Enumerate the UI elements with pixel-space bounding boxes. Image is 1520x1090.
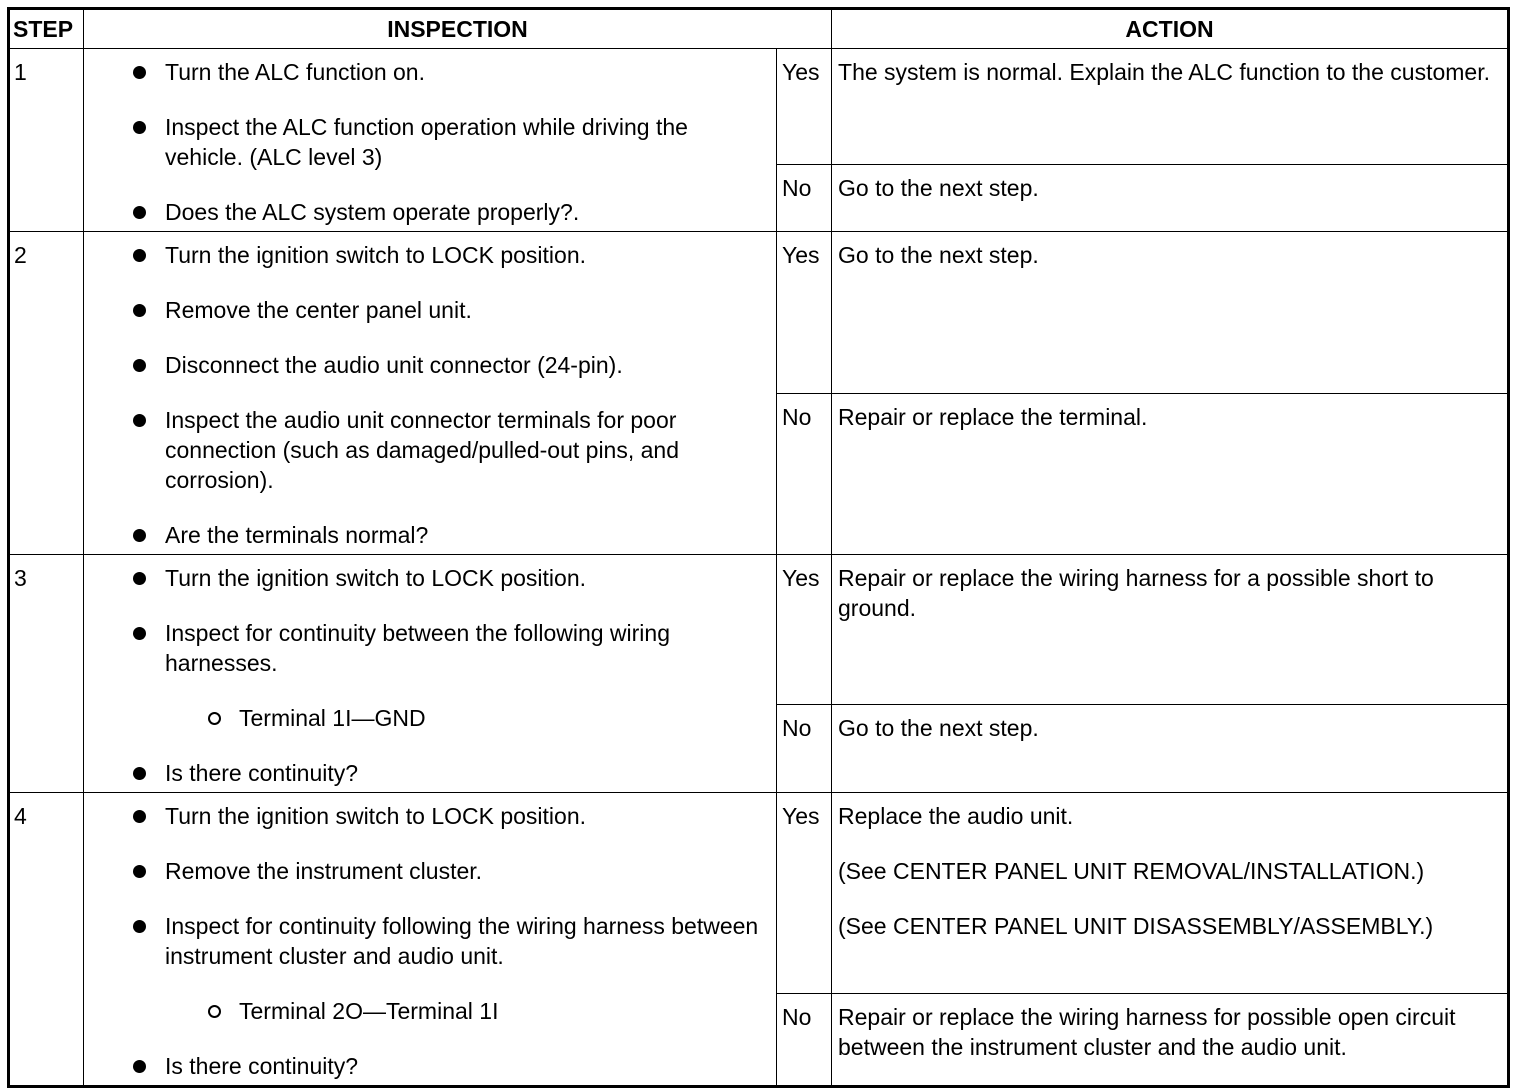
step-header: STEP bbox=[9, 9, 84, 49]
inspection-item: Disconnect the audio unit connector (24-pin). bbox=[84, 350, 766, 380]
no-label: No bbox=[777, 164, 832, 231]
inspection-item: Is there continuity? bbox=[84, 1051, 766, 1081]
inspection-item: Inspect the ALC function operation while driving the vehicle. (ALC level 3) bbox=[84, 112, 766, 172]
step-number: 2 bbox=[9, 232, 84, 555]
yes-action bbox=[832, 555, 1509, 705]
inspection-item: Remove the instrument cluster. bbox=[84, 856, 766, 886]
no-action bbox=[832, 393, 1509, 555]
action-line: (See CENTER PANEL UNIT REMOVAL/INSTALLATION.) bbox=[838, 858, 1425, 884]
inspection-item: Turn the ignition switch to LOCK position. bbox=[84, 801, 766, 831]
inspection-item: Turn the ALC function on. bbox=[84, 57, 766, 87]
no-action bbox=[832, 993, 1509, 1086]
step-3-inspection bbox=[84, 555, 777, 793]
inspection-subitem: Terminal 2O—Terminal 1I bbox=[84, 996, 766, 1026]
step-4-yes-row bbox=[9, 793, 1509, 994]
inspection-header: INSPECTION bbox=[84, 9, 832, 49]
action-line: (See CENTER PANEL UNIT DISASSEMBLY/ASSEMBLY.) bbox=[838, 913, 1434, 939]
yes-action bbox=[832, 232, 1509, 394]
action-line: The system is normal. Explain the ALC function to the customer. bbox=[838, 59, 1490, 85]
no-action bbox=[832, 705, 1509, 793]
inspection-subitem: Terminal 1I—GND bbox=[84, 703, 766, 733]
step-4-inspection bbox=[84, 793, 777, 1087]
inspection-item: Turn the ignition switch to LOCK position. bbox=[84, 240, 766, 270]
yes-action bbox=[832, 793, 1509, 994]
step-3-yes-row bbox=[9, 555, 1509, 705]
inspection-item: Does the ALC system operate properly?. bbox=[84, 197, 766, 227]
inspection-item: Turn the ignition switch to LOCK position. bbox=[84, 563, 766, 593]
yes-label: Yes bbox=[777, 555, 832, 705]
header-row bbox=[9, 9, 1509, 49]
action-line: Go to the next step. bbox=[838, 715, 1039, 741]
action-line: Repair or replace the wiring harness for possible open circuit between the instrument cluster and the audio unit. bbox=[838, 1003, 1456, 1060]
yes-label: Yes bbox=[777, 49, 832, 165]
inspection-item: Are the terminals normal? bbox=[84, 520, 766, 550]
no-label: No bbox=[777, 993, 832, 1086]
yes-label: Yes bbox=[777, 232, 832, 394]
no-action bbox=[832, 164, 1509, 231]
action-line: Repair or replace the wiring harness for a possible short to ground. bbox=[838, 565, 1434, 621]
step-1-inspection bbox=[84, 49, 777, 232]
action-line: Replace the audio unit. bbox=[838, 803, 1074, 829]
diagnostic-table bbox=[7, 7, 1510, 1088]
inspection-item: Is there continuity? bbox=[84, 758, 766, 788]
no-label: No bbox=[777, 705, 832, 793]
no-label: No bbox=[777, 393, 832, 555]
inspection-item: Inspect for continuity following the wiring harness between instrument cluster and audio unit. bbox=[84, 911, 766, 971]
step-1-yes-row bbox=[9, 49, 1509, 165]
step-number: 3 bbox=[9, 555, 84, 793]
action-line: Go to the next step. bbox=[838, 242, 1039, 268]
inspection-item: Inspect for continuity between the following wiring harnesses. bbox=[84, 618, 766, 678]
action-line: Repair or replace the terminal. bbox=[838, 403, 1148, 430]
action-line: Go to the next step. bbox=[838, 174, 1039, 201]
step-2-yes-row bbox=[9, 232, 1509, 394]
step-2-inspection bbox=[84, 232, 777, 555]
inspection-item: Inspect the audio unit connector terminals for poor connection (such as damaged/pulled-out pins, and corrosion). bbox=[84, 405, 766, 495]
inspection-item: Remove the center panel unit. bbox=[84, 295, 766, 325]
yes-action bbox=[832, 49, 1509, 165]
step-number: 1 bbox=[9, 49, 84, 232]
step-number: 4 bbox=[9, 793, 84, 1087]
yes-label: Yes bbox=[777, 793, 832, 994]
action-header: ACTION bbox=[832, 9, 1509, 49]
